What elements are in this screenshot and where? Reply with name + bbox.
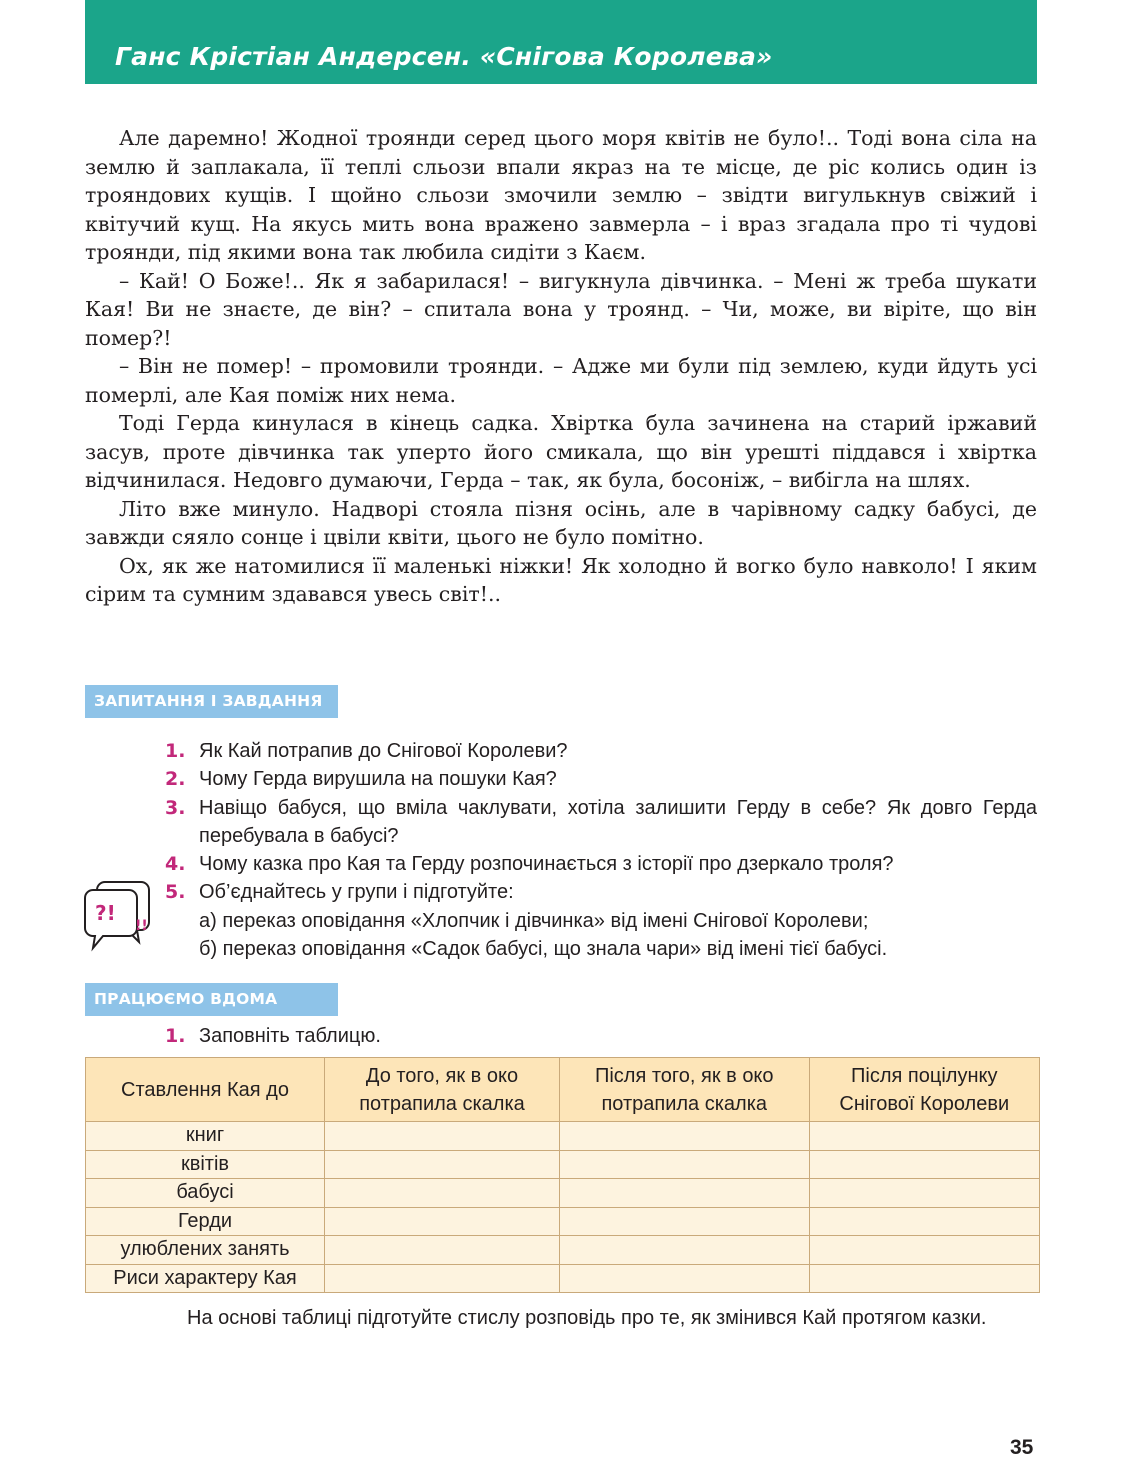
question-number: 4. xyxy=(165,853,186,876)
table-cell[interactable] xyxy=(559,1150,809,1179)
question-subitem-a: а) переказ оповідання «Хлопчик і дівчинка» від імені Снігової Королеви; xyxy=(199,909,869,932)
table-row xyxy=(86,1207,1040,1236)
story-paragraph: Але даремно! Жодної троянди серед цього моря квітів не було!.. Тоді вона сіла на землю й заплакала, її теплі сльози впали якраз на те місце, де ріс колись один із трояндових кущів. І щойно сльози змочили землю – звідти вигулькнув свіжий і квітучий кущ. На якусь мить вона вражено завмерла – і враз згадала про ті чудові троянди, під якими вона так любила сидіти з Каєм. xyxy=(85,126,1037,264)
story-paragraph: Літо вже минуло. Надворі стояла пізня осінь, але в чарівному садку бабусі, де завжди сяяло сонце і цвіли квіти, цього не було помітно. xyxy=(85,496,1037,549)
question-item xyxy=(165,794,1037,851)
table-cell[interactable] xyxy=(809,1264,1039,1293)
table-cell[interactable] xyxy=(809,1179,1039,1208)
homework-task-number: 1. xyxy=(165,1025,186,1047)
table-row-label: квітів xyxy=(86,1150,325,1179)
question-subitem-b: б) переказ оповідання «Садок бабусі, що знала чари» від імені тієї бабусі. xyxy=(199,938,888,961)
question-item xyxy=(165,850,1037,878)
table-row-label: улюблених занять xyxy=(86,1236,325,1265)
attitude-table xyxy=(85,1057,1040,1293)
table-cell[interactable] xyxy=(325,1150,560,1179)
table-cell[interactable] xyxy=(325,1264,560,1293)
question-number: 3. xyxy=(165,796,186,819)
table-header-cell: Після поцілунку Снігової Королеви xyxy=(809,1058,1039,1122)
table-header-cell: До того, як в око потрапила скалка xyxy=(325,1058,560,1122)
question-text: Чому Герда вирушила на пошуки Кая? xyxy=(199,768,557,791)
question-number: 1. xyxy=(165,740,186,762)
table-cell[interactable] xyxy=(809,1122,1039,1151)
story-text xyxy=(85,124,1037,609)
question-text: Чому казка про Кая та Герду розпочинається з історії про дзеркало троля? xyxy=(199,853,894,876)
table-cell[interactable] xyxy=(809,1150,1039,1179)
questions-list xyxy=(165,737,1037,963)
homework-task-text: Заповніть таблицю. xyxy=(199,1025,381,1047)
table-row xyxy=(86,1236,1040,1265)
story-paragraph: Ох, як же натомилися її маленькі ніжки! Як холодно й вогко було навколо! І яким сірим та сумним здавався увесь світ!.. xyxy=(85,553,1037,606)
question-number: 2. xyxy=(165,768,186,791)
table-cell[interactable] xyxy=(559,1122,809,1151)
table-header-cell: Після того, як в око потрапила скалка xyxy=(559,1058,809,1122)
table-row xyxy=(86,1122,1040,1151)
table-row-label: Герди xyxy=(86,1207,325,1236)
chapter-banner xyxy=(85,0,1037,84)
icon-label-question: ?! xyxy=(95,901,116,925)
table-cell[interactable] xyxy=(325,1236,560,1265)
question-item xyxy=(165,878,1037,963)
homework-outro-text: На основі таблиці підготуйте стислу розповідь про те, як змінився Кай протягом казки. xyxy=(187,1307,987,1329)
table-cell[interactable] xyxy=(559,1264,809,1293)
question-number: 5. xyxy=(165,881,186,904)
chapter-title: Ганс Крістіан Андерсен. «Снігова Королева» xyxy=(115,42,773,71)
story-paragraph: – Він не помер! – промовили троянди. – Адже ми були під землею, куди йдуть усі померлі, але Кая поміж них нема. xyxy=(85,354,1037,407)
story-paragraph: Тоді Герда кинулася в кінець садка. Хвіртка була зачинена на старий іржавий засув, проте дівчинка так уперто його смикала, що він урешті піддався і хвіртка відчинилася. Недовго думаючи, Герда – так, як була, босоніж, – вибігла на шлях. xyxy=(85,411,1037,492)
table-row-label: бабусі xyxy=(86,1179,325,1208)
table-row xyxy=(86,1150,1040,1179)
table-cell[interactable] xyxy=(809,1236,1039,1265)
homework-heading: ПРАЦЮЄМО ВДОМА xyxy=(94,990,278,1008)
homework-heading-tag xyxy=(85,983,338,1016)
page-number: 35 xyxy=(1010,1436,1034,1459)
table-row xyxy=(86,1179,1040,1208)
discussion-bubbles-icon xyxy=(83,876,155,952)
questions-heading-tag xyxy=(85,685,338,718)
homework-task xyxy=(165,1022,381,1050)
table-header-row xyxy=(86,1058,1040,1122)
table-cell[interactable] xyxy=(325,1179,560,1208)
icon-label-exclaim: !! xyxy=(135,918,148,934)
table-cell[interactable] xyxy=(325,1122,560,1151)
table-cell[interactable] xyxy=(559,1179,809,1208)
questions-heading: ЗАПИТАННЯ І ЗАВДАННЯ xyxy=(94,692,323,710)
question-text: Об’єднайтесь у групи і підготуйте: xyxy=(199,881,514,904)
table-cell[interactable] xyxy=(325,1207,560,1236)
story-paragraph: – Кай! О Боже!.. Як я забарилася! – вигукнула дівчинка. – Мені ж треба шукати Кая! Ви не знаєте, де він? – спитала вона у троянд. – Чи, може, ви віріте, що він помер?! xyxy=(85,268,1037,350)
question-text: Навіщо бабуся, що вміла чаклувати, хотіла залишити Герду в себе? Як довго Герда перебувала в бабусі? xyxy=(199,796,1037,847)
table-header-cell: Ставлення Кая до xyxy=(86,1058,325,1122)
table-row-label: книг xyxy=(86,1122,325,1151)
table-cell[interactable] xyxy=(559,1236,809,1265)
table-row-label: Риси характеру Кая xyxy=(86,1264,325,1293)
table-row xyxy=(86,1264,1040,1293)
table-cell[interactable] xyxy=(559,1207,809,1236)
question-item xyxy=(165,737,1037,765)
table-cell[interactable] xyxy=(809,1207,1039,1236)
question-text: Як Кай потрапив до Снігової Королеви? xyxy=(199,740,568,762)
question-item xyxy=(165,765,1037,793)
